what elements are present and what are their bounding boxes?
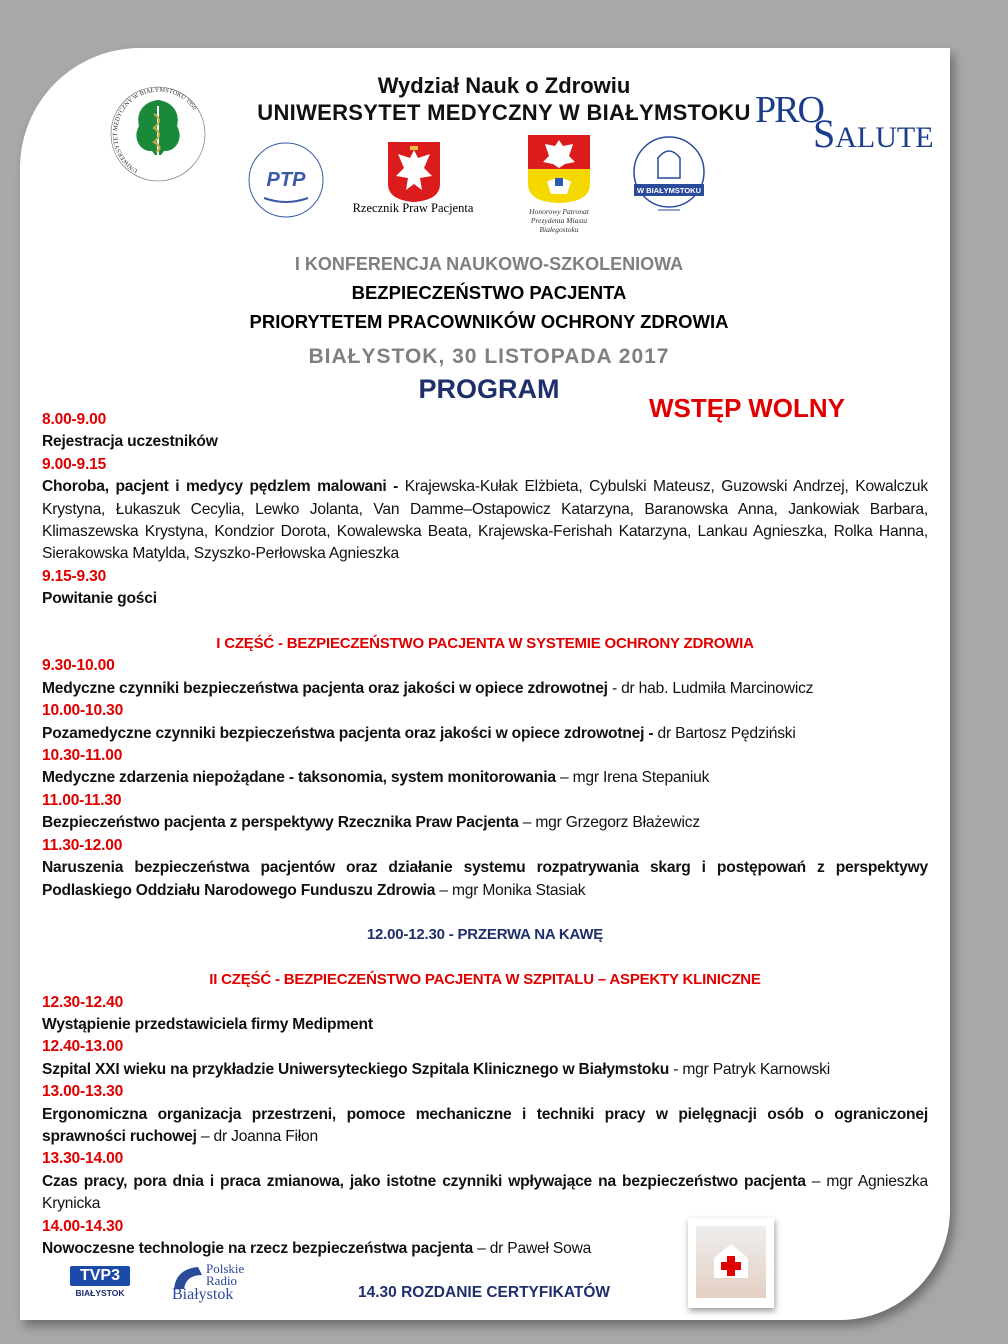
medical-cross-icon bbox=[712, 1242, 750, 1280]
radio-line2: Radio bbox=[206, 1273, 238, 1288]
bialystok-coat-of-arms bbox=[527, 134, 591, 204]
talk-title: Bezpieczeństwo pacjenta z perspektywy Rzecznika Praw Pacjenta bbox=[42, 814, 519, 832]
program-entry bbox=[42, 1238, 928, 1260]
umb-seal-text-path: UNIWERSYTET MEDYCZNY W BIAŁYMSTOKU 1950 bbox=[111, 86, 198, 175]
ptp-logo bbox=[246, 140, 326, 220]
time-slot: 10.00-10.30 bbox=[42, 702, 124, 720]
radio-line3: Białystok bbox=[172, 1286, 234, 1303]
conference-series: I KONFERENCJA NAUKOWO-SZKOLENIOWA bbox=[294, 254, 684, 274]
tvp3-city: BIAŁYSTOK bbox=[75, 1288, 125, 1298]
speaker: – dr Joanna Fiłon bbox=[196, 1127, 319, 1145]
program-heading: PROGRAM bbox=[418, 374, 560, 404]
time-slot: 9.00-9.15 bbox=[42, 455, 107, 473]
place-date: BIAŁYSTOK, 30 LISTOPADA 2017 bbox=[308, 345, 670, 368]
program-list bbox=[42, 409, 928, 1260]
talk-title: Medyczne czynniki bezpieczeństwa pacjenta oraz jakości w opiece zdrowotnej bbox=[42, 679, 608, 697]
program-entry bbox=[42, 588, 928, 610]
oipip-logo bbox=[628, 134, 710, 214]
talk-title: Naruszenia bezpieczeństwa pacjentów oraz działanie systemu rozpatrywania skarg i postępowań z perspektywy Podlaskiego Oddziału Narodowego Funduszu Zdrowia bbox=[42, 859, 928, 899]
speaker: – mgr Grzegorz Błażewicz bbox=[518, 814, 700, 832]
talk-title: Nowoczesne technologie na rzecz bezpieczeństwa pacjenta bbox=[42, 1239, 473, 1257]
talk-title: Medyczne zdarzenia niepożądane - taksonomia, system monitorowania bbox=[42, 769, 556, 787]
section-heading: II CZĘŚĆ - BEZPIECZEŃSTWO PACJENTA W SZPITALU – ASPEKTY KLINICZNE bbox=[209, 971, 761, 989]
time-slot: 8.00-9.00 bbox=[42, 411, 107, 428]
speaker: – dr Paweł Sowa bbox=[472, 1239, 592, 1257]
conference-title-line1: BEZPIECZEŃSTWO PACJENTA bbox=[351, 282, 627, 303]
time-slot: 13.30-14.00 bbox=[42, 1150, 124, 1168]
time-slot: 12.30-12.40 bbox=[42, 993, 124, 1011]
hands-house-image bbox=[688, 1218, 774, 1308]
umb-seal-logo bbox=[108, 84, 208, 184]
program-entry bbox=[42, 678, 928, 700]
time-slot: 9.15-9.30 bbox=[42, 567, 107, 585]
time-slot: 14.00-14.30 bbox=[42, 1217, 124, 1235]
speaker: - mgr Patryk Karnowski bbox=[669, 1060, 830, 1078]
program-entry bbox=[42, 476, 928, 566]
section-heading: I CZĘŚĆ - BEZPIECZEŃSTWO PACJENTA W SYSTEMIE OCHRONY ZDROWIA bbox=[216, 635, 754, 653]
patronage-label: Honorowy Patronat Prezydenta Miasta Białegostoku bbox=[529, 207, 589, 234]
pro-salute-logo: PRO SALUTE bbox=[755, 89, 934, 156]
talk-title: Czas pracy, pora dnia i praca zmianowa, jako istotne czynniki wpływające na bezpieczeństwo pacjenta bbox=[42, 1172, 806, 1190]
talk-title: Wystąpienie przedstawiciela firmy Medipment bbox=[42, 1015, 373, 1033]
speaker: – mgr Agnieszka Krynicka bbox=[42, 1172, 928, 1213]
time-slot: 9.30-10.00 bbox=[42, 657, 115, 675]
talk-title: Szpital XXI wieku na przykładzie Uniwersyteckiego Szpitala Klinicznego w Białymstoku bbox=[42, 1060, 670, 1078]
radio-line1: Polskie bbox=[206, 1261, 245, 1276]
tvp3-mark: TVP3 bbox=[70, 1266, 130, 1286]
speaker: – mgr Monika Stasiak bbox=[435, 881, 586, 899]
talk-title: Rejestracja uczestników bbox=[42, 433, 218, 451]
time-slot: 11.00-11.30 bbox=[42, 791, 122, 809]
program-entry bbox=[42, 1171, 928, 1216]
polish-eagle-emblem bbox=[386, 140, 442, 204]
speaker: - dr hab. Ludmiła Marcinowicz bbox=[607, 679, 814, 697]
tvp3-logo bbox=[70, 1266, 130, 1298]
program-entry bbox=[42, 1014, 928, 1036]
program-entry bbox=[42, 1059, 928, 1081]
svg-text:W BIAŁYMSTOKU: W BIAŁYMSTOKU bbox=[636, 186, 702, 195]
talk-title: Powitanie gości bbox=[42, 590, 157, 608]
program-entry bbox=[42, 1104, 928, 1149]
program-entry bbox=[42, 431, 928, 453]
program-entry bbox=[42, 723, 928, 745]
free-entry-label: WSTĘP WOLNY bbox=[649, 393, 845, 423]
university-title: UNIWERSYTET MEDYCZNY W BIAŁYMSTOKU bbox=[257, 100, 751, 125]
coffee-break: 12.00-12.30 - PRZERWA NA KAWĘ bbox=[366, 926, 604, 944]
speaker: Krajewska-Kułak Elżbieta, Cybulski Mateusz, Guzowski Andrzej, Kowalczuk Krystyna, Łukaszuk Cecylia, Lewko Jolanta, Van Damme–Ostapowicz Katarzyna, Baranowska Anna, Jankowiak Barbara, Klimaszewska Krystyna, Kondzior Dorota, Kowalewska Beata, Krajewska-Ferishah Katarzyna, Lankau Agnieszka, Rolka Hanna, Sierakowska Matylda, Szyszko-Perłowska Agnieszka bbox=[42, 478, 928, 563]
program-entry bbox=[42, 812, 928, 834]
speaker: – mgr Irena Stepaniuk bbox=[555, 769, 710, 787]
rpp-label: Rzecznik Praw Pacjenta bbox=[352, 201, 474, 215]
speaker: dr Bartosz Pędziński bbox=[653, 724, 796, 742]
program-entry bbox=[42, 767, 928, 789]
talk-title: Ergonomiczna organizacja przestrzeni, pomoce mechaniczne i techniki pracy w pielęgnacji osób o ograniczonej sprawności ruchowej bbox=[42, 1105, 928, 1145]
certificates-label: 14.30 ROZDANIE CERTYFIKATÓW bbox=[358, 1284, 611, 1301]
talk-title: Pozamedyczne czynniki bezpieczeństwa pacjenta oraz jakości w opiece zdrowotnej - bbox=[42, 724, 654, 742]
program-entry bbox=[42, 857, 928, 902]
faculty-title: Wydział Nauk o Zdrowiu bbox=[377, 73, 631, 98]
time-slot: 10.30-11.00 bbox=[42, 747, 123, 765]
time-slot: 11.30-12.00 bbox=[42, 836, 123, 854]
talk-title: Choroba, pacjent i medycy pędzlem malowani - bbox=[42, 478, 405, 496]
time-slot: 13.00-13.30 bbox=[42, 1083, 124, 1101]
conference-title-line2: PRIORYTETEM PRACOWNIKÓW OCHRONY ZDROWIA bbox=[249, 311, 729, 332]
svg-text:PTP: PTP bbox=[266, 169, 306, 191]
time-slot: 12.40-13.00 bbox=[42, 1038, 124, 1056]
